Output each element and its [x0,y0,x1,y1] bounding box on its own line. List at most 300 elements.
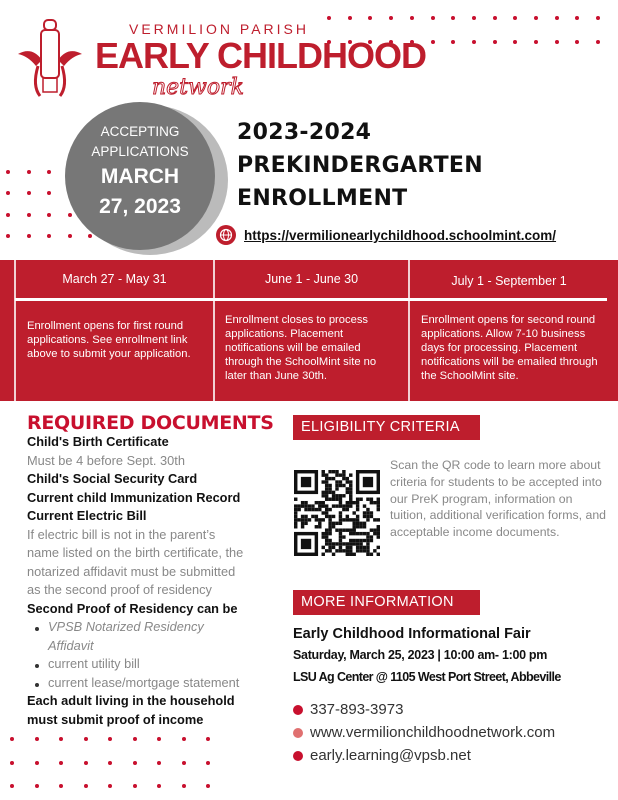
qr-module [301,477,311,487]
qr-module [332,504,335,507]
dot [108,737,112,741]
qr-module [328,539,331,542]
qr-module [332,494,335,497]
qr-module [346,491,349,494]
qr-module [349,487,352,490]
qr-module [315,518,318,521]
qr-module [346,501,349,504]
qr-module [332,498,335,501]
qr-module [342,473,345,476]
qr-module [363,546,366,549]
doc-item: Each adult living in the household [27,693,235,708]
qr-module [359,549,362,552]
qr-module [322,553,325,556]
event-date: Saturday, March 25, 2023 | 10:00 am- 1:00 pm [293,648,548,662]
qr-module [356,532,359,535]
qr-module [356,518,359,521]
dot [157,784,161,788]
qr-module [359,498,362,501]
qr-module [315,508,318,511]
qr-module [325,491,328,494]
qr-module [363,504,366,507]
doc-note: notarized affidavit must be submitted [27,564,236,579]
dot [133,761,137,765]
qr-module [349,542,352,545]
qr-module [342,508,345,511]
qr-module [328,525,331,528]
qr-module [377,508,380,511]
qr-module [366,532,369,535]
qr-module [294,518,297,521]
dot [6,213,10,217]
qr-module [304,508,307,511]
dot [327,16,331,20]
qr-module [370,511,373,514]
qr-module [342,477,345,480]
dot [133,784,137,788]
qr-module [294,508,297,511]
qr-module [356,498,359,501]
qr-module [356,508,359,511]
dot [575,40,579,44]
qr-module [318,504,321,507]
timeline-period: June 1 - June 30 [264,272,359,286]
qr-module [322,494,325,497]
qr-module [339,539,342,542]
qr-module [322,470,325,473]
dot [513,40,517,44]
qr-module [346,508,349,511]
qr-module [366,518,369,521]
timeline-description: Enrollment opens for first round applications. See enrollment link above to submit your application. [27,320,191,360]
qr-module [346,549,349,552]
qr-module [342,535,345,538]
qr-module [325,487,328,490]
qr-module [297,518,300,521]
qr-module [339,511,342,514]
qr-module [339,528,342,531]
doc-item: Second Proof of Residency can be [27,601,238,616]
enrollment-link[interactable]: https://vermilionearlychildhood.schoolmint.com/ [244,228,557,243]
qr-module [356,549,359,552]
qr-module [301,504,304,507]
dot [157,737,161,741]
qr-module [325,477,328,480]
globe-icon [293,728,303,738]
qr-module [301,518,304,521]
qr-module [335,549,338,552]
qr-module [352,532,355,535]
qr-module [377,546,380,549]
qr-module [342,494,345,497]
globe-icon [216,225,236,245]
qr-module [318,522,321,525]
qr-module [308,518,311,521]
qr-module [339,494,342,497]
qr-module [335,473,338,476]
qr-module [301,525,304,528]
qr-module [377,528,380,531]
qr-module [339,504,342,507]
dot [108,784,112,788]
dot [451,16,455,20]
qr-module [339,484,342,487]
qr-module [370,515,373,518]
qr-module [349,494,352,497]
qr-module [304,522,307,525]
qr-module [356,546,359,549]
qr-module [342,549,345,552]
qr-module [328,515,331,518]
page-title [237,116,483,215]
qr-module [328,522,331,525]
qr-module [366,539,369,542]
qr-module [359,522,362,525]
qr-module [352,501,355,504]
qr-module [332,525,335,528]
qr-module [346,480,349,483]
dot [431,40,435,44]
website-row [293,724,555,742]
qr-module [332,546,335,549]
qr-module [366,546,369,549]
dot [182,737,186,741]
qr-module [335,484,338,487]
qr-module [363,539,366,542]
eligibility-text: Scan the QR code to learn more about criteria for students to be accepted into our PreK program, information on tuition, additional verification forms, and acceptable income documents. [390,458,606,540]
qr-module [301,522,304,525]
qr-module [308,504,311,507]
qr-module [294,522,297,525]
qr-module [363,511,366,514]
qr-module [377,532,380,535]
qr-module [363,549,366,552]
qr-module [370,498,373,501]
qr-module [339,546,342,549]
logo-title: EARLY CHILDHOOD [95,35,427,76]
qr-module [339,542,342,545]
qr-module [363,477,373,487]
badge-line: ACCEPTING [100,124,180,139]
dot [182,761,186,765]
qr-module [294,525,297,528]
qr-module [322,491,325,494]
required-documents-heading: REQUIRED DOCUMENTS [27,412,274,434]
qr-module [318,518,321,521]
qr-module [377,535,380,538]
qr-module [325,549,328,552]
qr-module [339,515,342,518]
title-line: 2023-2024 [237,120,372,145]
bullet-icon [35,664,39,668]
qr-module [352,542,355,545]
qr-module [342,504,345,507]
dot [472,16,476,20]
phone-icon [293,705,303,715]
qr-module [370,528,373,531]
qr-module [328,477,331,480]
qr-module [346,528,349,531]
dot [493,40,497,44]
dot [47,191,51,195]
qr-module [318,508,321,511]
qr-module [328,470,331,473]
doc-item: Child's Birth Certificate [27,434,169,449]
qr-module [322,546,325,549]
qr-module [322,480,325,483]
dot [368,16,372,20]
qr-module [297,508,300,511]
qr-module [342,518,345,521]
qr-module [346,477,349,480]
qr-module [322,511,325,514]
qr-module [318,501,321,504]
qr-module [359,532,362,535]
dot [27,234,31,238]
event-location: LSU Ag Center @ 1105 West Port Street, Abbeville [293,670,561,684]
qr-code[interactable] [294,470,380,556]
dot [513,16,517,20]
qr-module [328,491,331,494]
qr-module [311,515,314,518]
doc-note: Must be 4 before Sept. 30th [27,453,185,468]
qr-module [332,491,335,494]
divider [15,298,607,301]
dot [108,761,112,765]
dot [35,761,39,765]
qr-module [346,487,349,490]
qr-module [335,480,338,483]
qr-module [335,522,338,525]
qr-module [301,515,304,518]
qr-module [325,542,328,545]
qr-module [356,515,359,518]
qr-module [322,535,325,538]
qr-module [335,494,338,497]
qr-module [366,553,369,556]
qr-module [335,504,338,507]
qr-module [328,498,331,501]
qr-module [342,528,345,531]
dot [35,737,39,741]
qr-module [311,508,314,511]
qr-module [370,539,373,542]
dot [6,191,10,195]
qr-module [349,532,352,535]
qr-module [315,501,318,504]
qr-module [332,522,335,525]
qr-module [349,518,352,521]
email-row [293,747,471,765]
qr-module [366,542,369,545]
qr-module [315,525,318,528]
dot [27,191,31,195]
dot [410,16,414,20]
qr-module [325,508,328,511]
dot [451,40,455,44]
dot [59,761,63,765]
doc-item: Child's Social Security Card [27,471,198,486]
qr-module [339,480,342,483]
qr-module [328,508,331,511]
qr-module [328,518,331,521]
qr-module [325,511,328,514]
qr-module [339,535,342,538]
qr-module [342,470,345,473]
qr-module [342,542,345,545]
dot [47,213,51,217]
dot [555,40,559,44]
qr-module [349,484,352,487]
dot [493,16,497,20]
qr-module [328,549,331,552]
qr-module [301,501,304,504]
badge-line: APPLICATIONS [91,144,189,159]
qr-module [322,501,325,504]
timeline-period: July 1 - September 1 [451,274,567,288]
title-line: PREKINDERGARTEN [237,153,483,178]
qr-module [346,515,349,518]
qr-module [349,491,352,494]
qr-module [332,477,335,480]
qr-module [349,528,352,531]
dot [68,234,72,238]
qr-module [352,525,355,528]
email-icon [293,751,303,761]
dot [6,234,10,238]
dot [431,16,435,20]
qr-module [322,518,325,521]
qr-module [339,518,342,521]
qr-module [304,501,307,504]
doc-note: name listed on the birth certificate, the [27,545,244,560]
qr-module [377,501,380,504]
dot [596,16,600,20]
qr-module [325,532,328,535]
dot [206,761,210,765]
dot [84,784,88,788]
qr-module [332,515,335,518]
dot [534,16,538,20]
dot [206,737,210,741]
qr-module [352,539,355,542]
timeline-description: Enrollment closes to process applications. Placement notifications will be emailed through the SchoolMint site no later than June 30th. [225,314,377,382]
qr-module [352,528,355,531]
qr-module [328,542,331,545]
more-information-heading: MORE INFORMATION [293,590,480,615]
qr-module [377,525,380,528]
proof-item: VPSB Notarized Residency [48,619,204,634]
proof-item: current utility bill [48,656,140,671]
qr-module [356,525,359,528]
dot [27,213,31,217]
qr-module [370,535,373,538]
dot [88,234,92,238]
qr-module [359,525,362,528]
qr-module [325,473,328,476]
qr-module [366,511,369,514]
doc-item: Current child Immunization Record [27,490,241,505]
dot [555,16,559,20]
qr-module [325,494,328,497]
dot [27,170,31,174]
qr-module [366,515,369,518]
qr-module [304,518,307,521]
qr-module [363,522,366,525]
qr-module [325,484,328,487]
dot [10,761,14,765]
qr-module [332,542,335,545]
qr-module [294,498,297,501]
qr-module [349,501,352,504]
qr-module [325,504,328,507]
logo-script: network [152,75,244,100]
qr-module [349,553,352,556]
qr-module [339,522,342,525]
dot [47,234,51,238]
qr-module [335,542,338,545]
qr-module [335,498,338,501]
qr-module [356,504,359,507]
dot [157,761,161,765]
qr-module [339,501,342,504]
qr-module [346,542,349,545]
dot [10,737,14,741]
phone-number[interactable]: 337-893-3973 [310,701,404,718]
qr-module [325,480,328,483]
dot [472,40,476,44]
badge-date: 27, 2023 [99,195,181,218]
logo-parish: VERMILION PARISH [129,21,309,37]
phone-row [293,701,403,719]
qr-module [356,501,359,504]
proof-item: current lease/mortgage statement [48,675,240,690]
qr-module [349,473,352,476]
qr-module [356,539,359,542]
qr-module [311,504,314,507]
qr-module [377,553,380,556]
qr-module [349,504,352,507]
qr-module [366,535,369,538]
website-link[interactable]: www.vermilionchildhoodnetwork.com [310,724,556,741]
qr-module [328,484,331,487]
qr-module [363,525,366,528]
email-link[interactable]: early.learning@vpsb.net [310,747,471,764]
qr-module [342,484,345,487]
qr-module [377,518,380,521]
bullet-icon [35,683,39,687]
dot [47,170,51,174]
qr-module [349,498,352,501]
dot [575,16,579,20]
qr-module [325,498,328,501]
qr-module [346,553,349,556]
qr-module [325,515,328,518]
qr-module [346,504,349,507]
qr-module [349,546,352,549]
qr-module [308,508,311,511]
qr-module [339,498,342,501]
qr-module [366,498,369,501]
qr-module [339,532,342,535]
qr-module [335,487,338,490]
qr-module [335,528,338,531]
qr-module [301,539,311,549]
bullet-icon [35,627,39,631]
qr-module [352,511,355,514]
qr-module [328,528,331,531]
dot [206,784,210,788]
